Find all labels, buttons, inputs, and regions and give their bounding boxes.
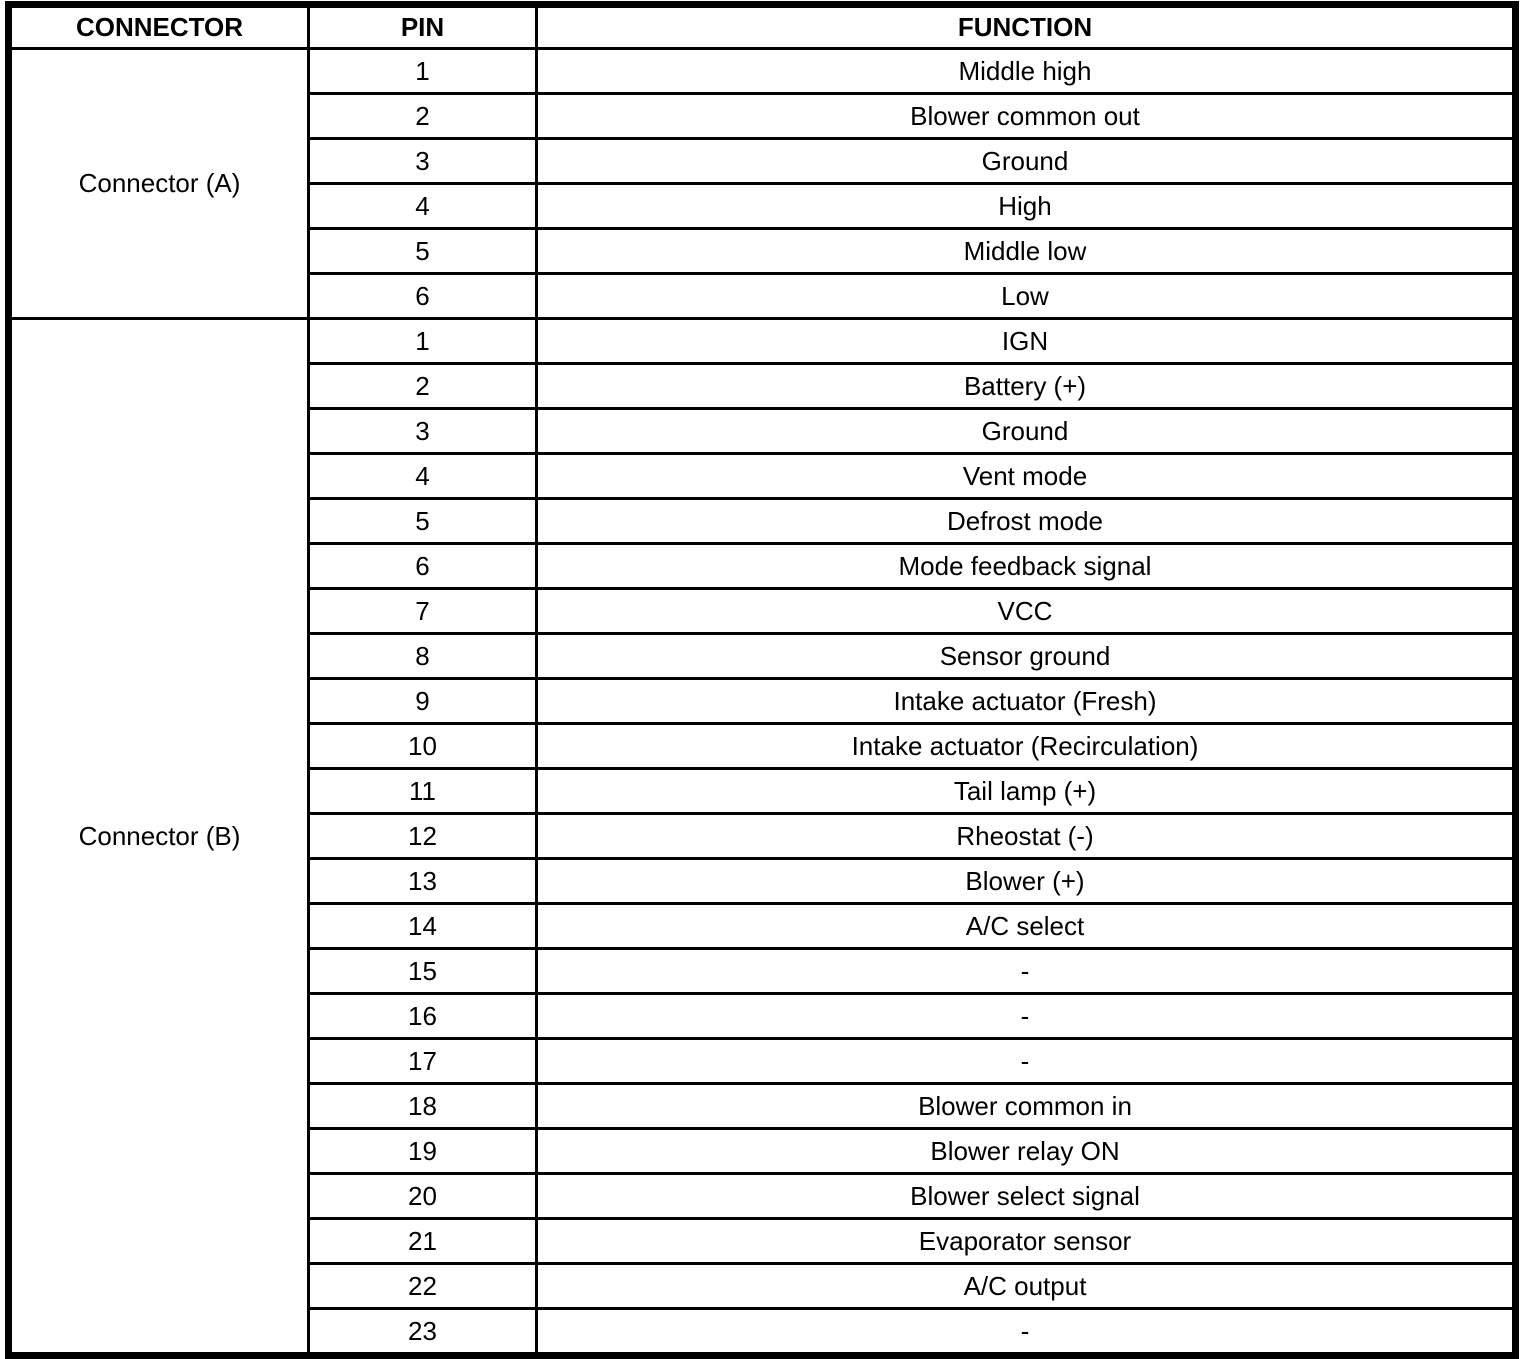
- pin-cell: 6: [309, 544, 537, 589]
- pin-cell: 21: [309, 1219, 537, 1264]
- pin-cell: 16: [309, 994, 537, 1039]
- function-cell: Vent mode: [537, 454, 1516, 499]
- function-cell: High: [537, 184, 1516, 229]
- function-cell: Intake actuator (Fresh): [537, 679, 1516, 724]
- pin-cell: 3: [309, 139, 537, 184]
- pin-cell: 5: [309, 499, 537, 544]
- pin-cell: 15: [309, 949, 537, 994]
- header-row: [9, 5, 1516, 49]
- pin-cell: 23: [309, 1309, 537, 1356]
- pin-cell: 7: [309, 589, 537, 634]
- function-cell: Blower select signal: [537, 1174, 1516, 1219]
- function-cell: Blower relay ON: [537, 1129, 1516, 1174]
- pin-cell: 11: [309, 769, 537, 814]
- connector-pinout-table: [5, 1, 1519, 1359]
- function-cell: -: [537, 949, 1516, 994]
- pin-cell: 22: [309, 1264, 537, 1309]
- pin-cell: 20: [309, 1174, 537, 1219]
- pin-cell: 9: [309, 679, 537, 724]
- pin-cell: 18: [309, 1084, 537, 1129]
- pin-cell: 3: [309, 409, 537, 454]
- header-connector: CONNECTOR: [9, 5, 309, 49]
- table-row: [9, 49, 1516, 94]
- function-cell: Defrost mode: [537, 499, 1516, 544]
- function-cell: -: [537, 1309, 1516, 1356]
- function-cell: Rheostat (-): [537, 814, 1516, 859]
- function-cell: Intake actuator (Recirculation): [537, 724, 1516, 769]
- function-cell: A/C select: [537, 904, 1516, 949]
- table-body: [9, 49, 1516, 1356]
- pin-cell: 1: [309, 49, 537, 94]
- function-cell: -: [537, 994, 1516, 1039]
- pin-cell: 12: [309, 814, 537, 859]
- pin-cell: 19: [309, 1129, 537, 1174]
- pin-cell: 5: [309, 229, 537, 274]
- pin-cell: 10: [309, 724, 537, 769]
- pin-cell: 6: [309, 274, 537, 319]
- pin-cell: 1: [309, 319, 537, 364]
- function-cell: Middle low: [537, 229, 1516, 274]
- function-cell: Blower common in: [537, 1084, 1516, 1129]
- function-cell: Mode feedback signal: [537, 544, 1516, 589]
- function-cell: Sensor ground: [537, 634, 1516, 679]
- table-header: [9, 5, 1516, 49]
- function-cell: Blower common out: [537, 94, 1516, 139]
- pin-cell: 13: [309, 859, 537, 904]
- function-cell: Tail lamp (+): [537, 769, 1516, 814]
- function-cell: IGN: [537, 319, 1516, 364]
- header-pin: PIN: [309, 5, 537, 49]
- pin-cell: 17: [309, 1039, 537, 1084]
- connector-cell: Connector (A): [9, 49, 309, 319]
- function-cell: -: [537, 1039, 1516, 1084]
- function-cell: Blower (+): [537, 859, 1516, 904]
- pin-cell: 8: [309, 634, 537, 679]
- function-cell: Low: [537, 274, 1516, 319]
- pin-cell: 2: [309, 94, 537, 139]
- pin-cell: 4: [309, 454, 537, 499]
- table-row: [9, 319, 1516, 364]
- function-cell: VCC: [537, 589, 1516, 634]
- pin-cell: 4: [309, 184, 537, 229]
- function-cell: Ground: [537, 139, 1516, 184]
- function-cell: A/C output: [537, 1264, 1516, 1309]
- pin-cell: 2: [309, 364, 537, 409]
- connector-cell: Connector (B): [9, 319, 309, 1356]
- function-cell: Evaporator sensor: [537, 1219, 1516, 1264]
- function-cell: Ground: [537, 409, 1516, 454]
- pin-cell: 14: [309, 904, 537, 949]
- function-cell: Battery (+): [537, 364, 1516, 409]
- header-function: FUNCTION: [537, 5, 1516, 49]
- function-cell: Middle high: [537, 49, 1516, 94]
